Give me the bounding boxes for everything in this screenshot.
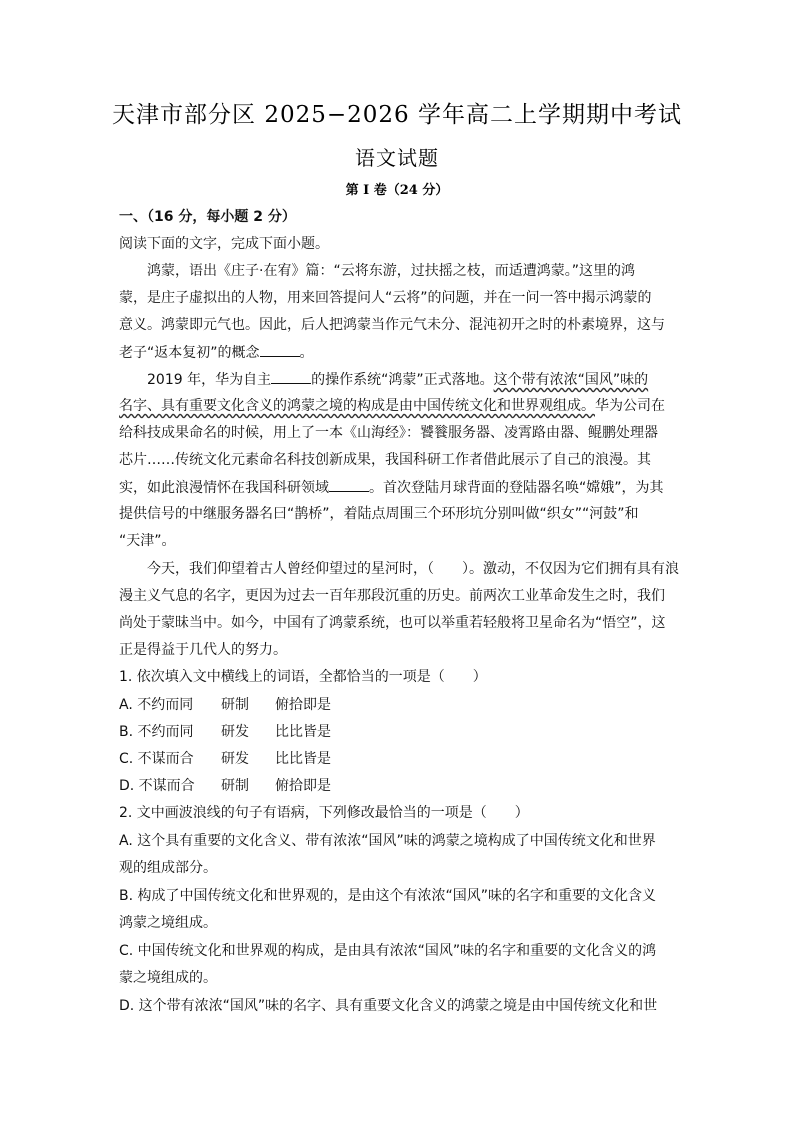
q1-option-a	[119, 695, 679, 715]
q1-option-d	[119, 776, 679, 796]
option-label: C. 不谋而合	[119, 751, 194, 767]
passage-line: 给科技成果命名的时候，用上了一本《山海经》：饕餮服务器、凌霄路由器、鲲鹏处理器	[119, 425, 658, 441]
passage-text: 老子“返本复初”的概念	[119, 345, 260, 361]
part-heading: 第 I 卷（24 分）	[345, 183, 449, 198]
option-word: 研发	[221, 724, 249, 740]
question-1-stem: 1. 依次填入文中横线上的词语，全都恰当的一项是（ ）	[119, 669, 487, 685]
passage-text: 的操作系统“鸿蒙”正式落地。	[311, 372, 494, 388]
q2-option-line: 观的组成部分。	[119, 860, 217, 876]
q1-option-b	[119, 722, 679, 742]
option-label: D. 不谋而合	[119, 778, 195, 794]
passage-line	[119, 477, 679, 498]
passage-line	[119, 369, 679, 390]
q2-option-line: A. 这个具有重要的文化含义、带有浓浓“国风”味的鸿蒙之境构成了中国传统文化和世界	[119, 833, 656, 849]
q2-option-line: D. 这个带有浓浓“国风”味的名字、具有重要文化含义的鸿蒙之境是由中国传统文化和世	[119, 998, 658, 1014]
passage-text: 实，如此浪漫情怀在我国科研领域	[119, 480, 329, 496]
fill-blank-3	[329, 477, 369, 492]
section-heading: 一、（16 分，每小题 2 分）	[119, 209, 296, 225]
passage-line: 意义。鸿蒙即元气也。因此，后人把鸿蒙当作元气未分、混沌初开之时的朴素境界，这与	[119, 317, 665, 333]
q2-option-line: B. 构成了中国传统文化和世界观的，是由这个有浓浓“国风”味的名字和重要的文化含义	[119, 888, 657, 904]
passage-line: 正是得益于几代人的努力。	[119, 642, 287, 658]
section-instruction: 阅读下面的文字，完成下面小题。	[119, 236, 329, 252]
option-label: A. 不约而同	[119, 697, 194, 713]
option-word: 比比皆是	[275, 751, 331, 767]
option-word: 俯拾即是	[275, 778, 331, 794]
passage-line: 今天，我们仰望着古人曾经仰望过的星河时，（ ）。激动，不仅因为它们拥有具有浪	[119, 561, 679, 577]
question-2-stem: 2. 文中画波浪线的句子有语病，下列修改最恰当的一项是（ ）	[119, 805, 529, 821]
q1-option-c	[119, 749, 679, 769]
passage-line	[119, 396, 679, 416]
passage-text: 2019 年，华为自主	[119, 372, 272, 388]
passage-line: 芯片……传统文化元素命名科技创新成果，我国科研工作者借此展示了自己的浪漫。其	[119, 452, 651, 468]
passage-text: 。	[299, 345, 314, 361]
fill-blank-1	[260, 342, 300, 357]
passage-line: 蒙，是庄子虚拟出的人物，用来回答提问人“云将”的问题，并在一问一答中揭示鸿蒙的	[119, 290, 652, 306]
option-word: 研发	[221, 751, 249, 767]
passage-text: 。首次登陆月球背面的登陆器名唤“嫦娥”，为其	[369, 480, 664, 496]
q2-option-line: C. 中国传统文化和世界观的构成，是由具有浓浓“国风”味的名字和重要的文化含义的鸿	[119, 943, 657, 959]
passage-line: 尚处于蒙昧当中。如今，中国有了鸿蒙系统，也可以举重若轻般将卫星命名为“悟空”，这	[119, 615, 666, 631]
fill-blank-2	[271, 369, 311, 384]
option-word: 研制	[221, 697, 249, 713]
wavy-underlined-sentence: 这个带有浓浓“国风”味的	[493, 372, 649, 388]
wavy-underlined-sentence: 名字、具有重要文化含义的鸿蒙之境的构成是由中国传统文化和世界观组成。	[119, 398, 595, 414]
q2-option-line: 鸿蒙之境组成。	[119, 915, 217, 931]
option-word: 研制	[221, 778, 249, 794]
option-label: B. 不约而同	[119, 724, 194, 740]
q2-option-line: 蒙之境组成的。	[119, 970, 217, 986]
option-word: 比比皆是	[275, 724, 331, 740]
passage-line: 提供信号的中继服务器名曰“鹊桥”，着陆点周围三个环形坑分别叫做“织女”“河鼓”和	[119, 506, 639, 522]
passage-line: 鸿蒙，语出《庄子·在宥》篇：“云将东游，过扶摇之枝，而适遭鸿蒙。”这里的鸿	[119, 263, 635, 279]
option-word: 俯拾即是	[275, 697, 331, 713]
exam-title: 天津市部分区 2025−2026 学年高二上学期期中考试	[112, 102, 682, 128]
passage-line: “天津”。	[119, 533, 176, 549]
passage-line: 漫主义气息的名字，更因为过去一百年那段沉重的历史。前两次工业革命发生之时，我们	[119, 588, 665, 604]
passage-line	[119, 342, 679, 363]
passage-text: 华为公司在	[595, 398, 665, 414]
subject-title: 语文试题	[355, 146, 439, 170]
